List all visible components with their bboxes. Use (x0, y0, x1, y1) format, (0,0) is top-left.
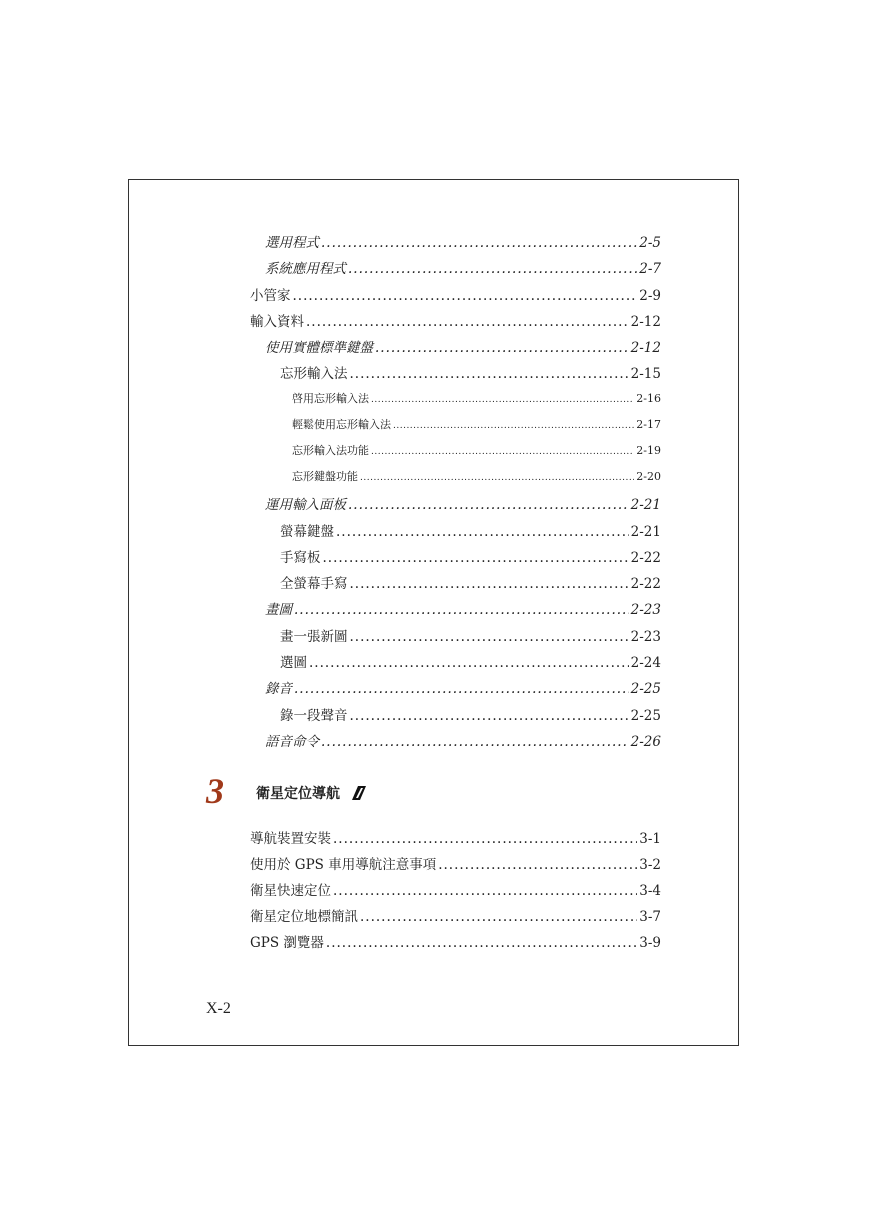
toc-entry[interactable] (292, 390, 661, 406)
toc-entry-page: 2-7 (639, 261, 661, 277)
toc-entry-page: 2-5 (639, 235, 661, 251)
leader-dots (360, 473, 634, 483)
toc-entry[interactable] (292, 442, 661, 458)
toc-entry-label: 選用程式 (265, 235, 319, 251)
toc-entry-label: GPS 瀏覽器 (250, 935, 324, 951)
toc-entry[interactable] (265, 730, 661, 750)
toc-entry-page: 3-9 (639, 935, 661, 951)
toc-entry-label: 錄音 (265, 681, 292, 697)
leader-dots (350, 629, 629, 645)
leader-dots (438, 857, 637, 873)
toc-entry-page: 2-22 (630, 576, 661, 592)
leader-dots (323, 550, 629, 566)
toc-entry[interactable] (265, 231, 661, 251)
toc-entry[interactable] (280, 520, 661, 540)
toc-entry-label: 小管家 (250, 288, 291, 304)
toc-entry[interactable] (250, 284, 661, 304)
leader-dots (348, 261, 637, 277)
toc-entry-label: 忘形輸入法功能 (292, 444, 369, 457)
leader-dots (350, 708, 629, 724)
toc-entry-page: 2-12 (630, 314, 661, 330)
toc-entry-label: 忘形輸入法 (280, 366, 348, 382)
leader-dots (294, 681, 629, 697)
toc-entry[interactable] (280, 625, 661, 645)
toc-entry-page: 2-23 (630, 629, 661, 645)
toc-entry-page: 2-23 (630, 602, 661, 618)
leader-dots (333, 883, 637, 899)
toc-entry-page: 2-25 (630, 681, 661, 697)
toc-entry-label: 使用於 GPS 車用導航注意事項 (250, 857, 437, 873)
toc-entry-page: 2-16 (636, 392, 661, 405)
toc-entry-label: 衛星定位地標簡訊 (250, 909, 358, 925)
chapter-number: 3 (206, 771, 224, 811)
toc-entry[interactable] (265, 598, 661, 618)
toc-entry[interactable] (280, 362, 661, 382)
toc-entry-page: 2-26 (630, 734, 661, 750)
leader-dots (321, 734, 629, 750)
leader-dots (350, 366, 629, 382)
leader-dots (350, 576, 629, 592)
toc-entry[interactable] (250, 905, 661, 925)
toc-entry-page: 2-20 (636, 470, 661, 483)
toc-entry[interactable] (265, 257, 661, 277)
toc-entry-label: 畫圖 (265, 602, 292, 618)
toc-entry[interactable] (280, 572, 661, 592)
toc-entry-label: 選圖 (280, 655, 307, 671)
toc-entry[interactable] (250, 879, 661, 899)
toc-entry-label: 使用實體標準鍵盤 (265, 340, 373, 356)
toc-entry-page: 2-22 (630, 550, 661, 566)
toc-entry-page: 2-21 (630, 524, 661, 540)
toc-entry-page: 3-2 (639, 857, 661, 873)
toc-entry-page: 2-21 (630, 497, 661, 513)
toc-entry-label: 畫一張新圖 (280, 629, 348, 645)
page-number: X-2 (206, 1000, 231, 1017)
leader-dots (360, 909, 637, 925)
toc-entry-label: 衛星快速定位 (250, 883, 331, 899)
toc-entry[interactable] (280, 651, 661, 671)
toc-entry[interactable] (250, 931, 661, 951)
toc-entry-page: 2-17 (636, 418, 661, 431)
toc-entry-label: 錄一段聲音 (280, 708, 348, 724)
toc-entry[interactable] (292, 416, 661, 432)
toc-entry[interactable] (250, 853, 661, 873)
toc-entry-page: 2-19 (636, 444, 661, 457)
toc-entry[interactable] (292, 468, 661, 484)
leader-dots (326, 935, 637, 951)
toc-entry-page: 3-4 (639, 883, 661, 899)
toc-entry-page: 3-1 (639, 831, 661, 847)
toc-entry-page: 2-9 (639, 288, 661, 304)
leader-dots (306, 314, 629, 330)
toc-entry[interactable] (250, 310, 661, 330)
toc-entry[interactable] (265, 336, 661, 356)
leader-dots (371, 395, 634, 405)
toc-entry-label: 全螢幕手寫 (280, 576, 348, 592)
toc-entry-label: 導航裝置安裝 (250, 831, 331, 847)
toc-entry-page: 2-12 (630, 340, 661, 356)
leader-dots (293, 288, 638, 304)
toc-entry-label: 系統應用程式 (265, 261, 346, 277)
toc-entry-page: 3-7 (639, 909, 661, 925)
leader-dots (294, 602, 629, 618)
chapter-title: 衛星定位導航 (256, 786, 340, 802)
leader-dots (393, 421, 634, 431)
toc-entry-label: 啓用忘形輸入法 (292, 392, 369, 405)
pencil-mark-icon (352, 786, 366, 800)
leader-dots (375, 340, 629, 356)
leader-dots (371, 447, 634, 457)
toc-entry[interactable] (265, 677, 661, 697)
toc-entry-label: 輸入資料 (250, 314, 304, 330)
leader-dots (321, 235, 637, 251)
toc-entry[interactable] (280, 546, 661, 566)
leader-dots (348, 497, 629, 513)
toc-entry[interactable] (265, 493, 661, 513)
toc-entry-label: 忘形鍵盤功能 (292, 470, 358, 483)
toc-entry-page: 2-15 (630, 366, 661, 382)
toc-entry-label: 螢幕鍵盤 (280, 524, 334, 540)
leader-dots (333, 831, 637, 847)
toc-entry-page: 2-24 (630, 655, 661, 671)
toc-entry-label: 運用輸入面板 (265, 497, 346, 513)
toc-entry-label: 語音命令 (265, 734, 319, 750)
toc-entry-page: 2-25 (630, 708, 661, 724)
leader-dots (309, 655, 629, 671)
toc-entry[interactable] (280, 704, 661, 724)
toc-entry-label: 手寫板 (280, 550, 321, 566)
toc-entry-label: 輕鬆使用忘形輸入法 (292, 418, 391, 431)
toc-entry[interactable] (250, 827, 661, 847)
leader-dots (336, 524, 629, 540)
